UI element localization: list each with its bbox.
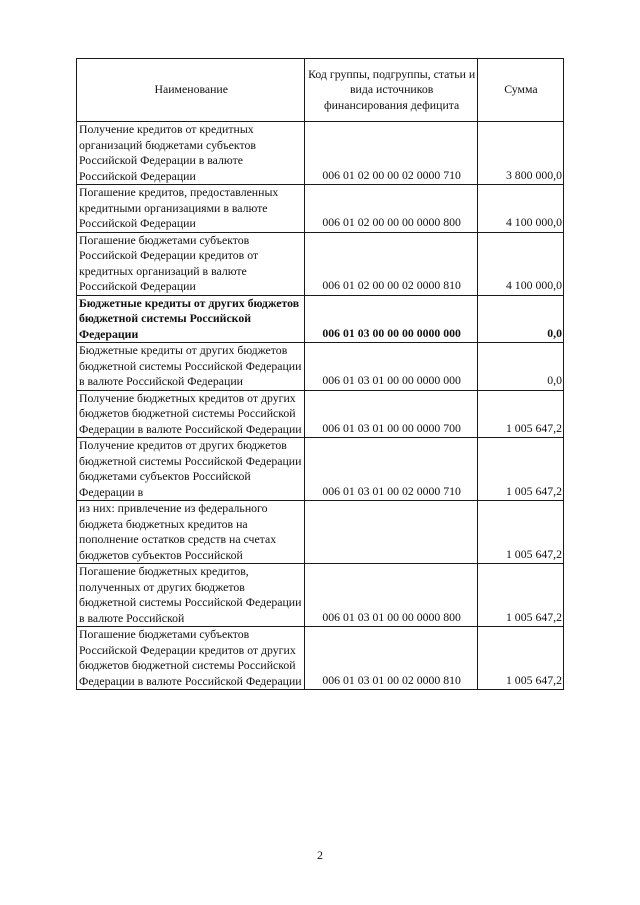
row-sum: 1 005 647,2 <box>477 390 563 438</box>
row-name: Погашение бюджетами субъектов Российской Федерации кредитов от других бюджетов бюджетной системы Российской Федерации в валюте Российской Федерации <box>77 627 305 690</box>
row-name: Получение кредитов от кредитных организаций бюджетами субъектов Российской Федерации в валюте Российской Федерации <box>77 122 305 185</box>
header-sum: Сумма <box>477 59 563 122</box>
row-code: 006 01 03 01 00 00 0000 800 <box>305 564 477 627</box>
table-row <box>77 501 564 564</box>
row-name: Бюджетные кредиты от других бюджетов бюджетной системы Российской Федерации <box>77 295 305 343</box>
row-sum: 3 800 000,0 <box>477 122 563 185</box>
row-name: Получение бюджетных кредитов от других бюджетов бюджетной системы Российской Федерации в валюте Российской Федерации <box>77 390 305 438</box>
row-sum: 1 005 647,2 <box>477 564 563 627</box>
table-header-row <box>77 59 564 122</box>
header-name: Наименование <box>77 59 305 122</box>
row-code: 006 01 02 00 00 02 0000 710 <box>305 122 477 185</box>
row-code: 006 01 02 00 00 00 0000 800 <box>305 185 477 233</box>
table-row <box>77 343 564 391</box>
row-name: Погашение бюджетных кредитов, полученных от других бюджетов бюджетной системы Российской Федерации в валюте Российской <box>77 564 305 627</box>
row-sum: 4 100 000,0 <box>477 232 563 295</box>
row-name: Погашение бюджетами субъектов Российской Федерации кредитов от кредитных организаций в валюте Российской Федерации <box>77 232 305 295</box>
row-sum: 1 005 647,2 <box>477 501 563 564</box>
table-row <box>77 438 564 501</box>
header-code: Код группы, подгруппы, статьи и вида источников финансирования дефицита <box>305 59 477 122</box>
row-code: 006 01 02 00 00 02 0000 810 <box>305 232 477 295</box>
row-name: Погашение кредитов, предоставленных кредитными организациями в валюте Российской Федерации <box>77 185 305 233</box>
row-code: 006 01 03 01 00 02 0000 810 <box>305 627 477 690</box>
row-sum: 1 005 647,2 <box>477 627 563 690</box>
row-name: из них: привлечение из федерального бюджета бюджетных кредитов на пополнение остатков средств на счетах бюджетов субъектов Российской <box>77 501 305 564</box>
row-code <box>305 501 477 564</box>
table-row-bold <box>77 295 564 343</box>
budget-sources-table <box>76 58 564 690</box>
table-row <box>77 390 564 438</box>
table-row <box>77 122 564 185</box>
table-body <box>77 122 564 690</box>
table-row <box>77 564 564 627</box>
row-code: 006 01 03 01 00 02 0000 710 <box>305 438 477 501</box>
row-code: 006 01 03 01 00 00 0000 700 <box>305 390 477 438</box>
row-sum: 0,0 <box>477 343 563 391</box>
row-name: Бюджетные кредиты от других бюджетов бюджетной системы Российской Федерации в валюте Российской Федерации <box>77 343 305 391</box>
row-sum: 0,0 <box>477 295 563 343</box>
table-row <box>77 185 564 233</box>
table-row <box>77 232 564 295</box>
row-name: Получение кредитов от других бюджетов бюджетной системы Российской Федерации бюджетами субъектов Российской Федерации в <box>77 438 305 501</box>
row-code: 006 01 03 00 00 00 0000 000 <box>305 295 477 343</box>
row-sum: 1 005 647,2 <box>477 438 563 501</box>
page-number: 2 <box>317 848 323 862</box>
row-code: 006 01 03 01 00 00 0000 000 <box>305 343 477 391</box>
table-row <box>77 627 564 690</box>
row-sum: 4 100 000,0 <box>477 185 563 233</box>
